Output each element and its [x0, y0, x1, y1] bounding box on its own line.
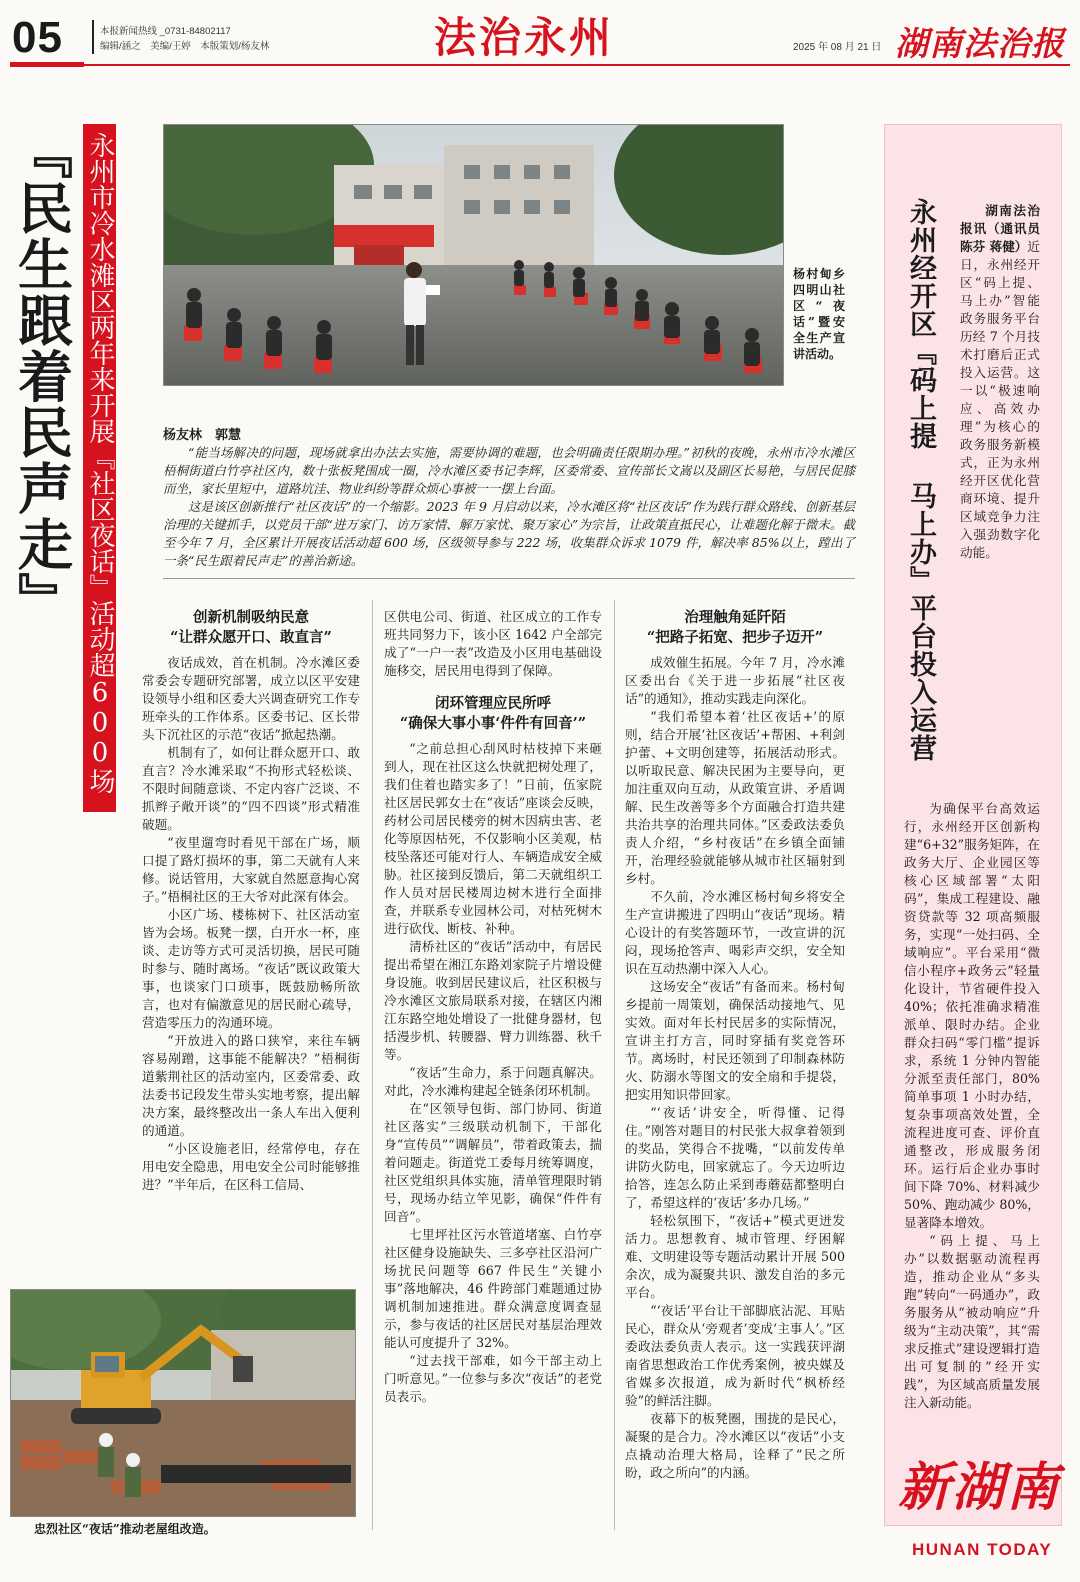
body-paragraph: 在“区领导包街、部门协同、街道社区落实”三级联动机制下，干部化身“宣传员”“调解员”，带着政策去，揣着问题走。街道党工委每月统筹调度，社区党组织具体实施，清单管理限时销号，现场办结立竿见影，确保“件件有回音”。 — [384, 1101, 602, 1224]
section-title: 法治永州 — [434, 13, 615, 62]
body-paragraph: “之前总担心刮风时枯枝掉下来砸到人，现在社区这么快就把树处理了，我们住着也踏实多了！”日前，伍家院社区居民郭女士在“夜话”座谈会反映，药材公司居民楼旁的树木因病虫害、老化等原因枯死，不仅影响小区美观，枯枝坠落还可能对行人、车辆造成安全威胁。社区接到反馈后，第二天就组织工作人员对居民楼周边树木进行全面排查，并联系专业园林公司，对枯死树木进行砍伐、断枝、补种。 — [384, 741, 602, 936]
hunan-today-logo-text: HUNAN TODAY — [912, 1540, 1053, 1559]
sidebar-paragraph: 近日，永州经开区“码上提、马上办”智能政务服务平台历经 7 个月技术打磨后正式投入运营。这一以“极速响应、高效办理”为核心的政务服务新模式，正为永州经开区优化营商环境、提升区域竞争力注入强劲数字化动能。 — [960, 239, 1040, 560]
byline: 杨友林 郭慧 — [163, 427, 242, 442]
body-paragraph: 轻松氛围下，“夜话+”模式更迸发活力。思想教育、城市管理、纾困解难、文明建设等专题活动累计开展 500 余次，成为凝聚共识、激发自治的多元平台。 — [625, 1213, 845, 1300]
photo-night-meeting-caption: 杨村甸乡四明山社区“夜话”暨安全生产宣讲活动。 — [793, 267, 845, 361]
body-paragraph: 区供电公司、街道、社区成立的工作专班共同努力下，该小区 1642 户全部完成了“一户一表”改造及小区用电基础设施移交，居民用电得到了保障。 — [384, 609, 602, 678]
article-column-3 — [625, 608, 845, 1482]
photo-renovation-illustration — [11, 1290, 355, 1516]
newspaper-masthead: 湖南法治报 — [895, 24, 1065, 63]
header-divider — [92, 20, 94, 54]
body-paragraph: “小区设施老旧，经常停电，存在用电安全隐患，用电安全公司时能够推进？”半年后，在区科工信局、 — [142, 1141, 360, 1192]
lead-paragraphs — [163, 444, 855, 570]
body-paragraph: “夜话”生命力，系于问题真解决。对此，冷水滩构建起全链条闭环机制。 — [384, 1065, 602, 1098]
body-paragraph: “‘夜话’讲安全，听得懂、记得住。”刚答对题目的村民张大叔拿着领到的奖品，笑得合不拢嘴，“以前发传单讲防火防电，回家就忘了。今天边听边拾答，连怎么防止采到毒蘑菇都整明白了，希望这样的‘夜话’多办几场。” — [625, 1105, 845, 1210]
photo-night-meeting-illustration — [164, 125, 783, 385]
column-heading-line: 闭环管理应民所呼 — [435, 695, 551, 712]
body-paragraph: 小区广场、楼栋树下、社区活动室皆为会场。板凳一摆，白开水一杯，座谈、走访等方式可灵活切换，居民可随时参与、随时离场。“夜话”既议政策大事，也谈家门口琐事，既鼓励畅所欲言，也对有偏激意见的居民耐心疏导，营造零压力的沟通环境。 — [142, 907, 360, 1030]
photo-renovation — [10, 1289, 356, 1517]
column-heading — [142, 608, 360, 648]
body-paragraph: 机制有了，如何让群众愿开口、敢直言？冷水滩采取“不拘形式轻松谈、不限时间随意谈、不定内容广泛谈、不抓辫子敞开谈”的“四不四谈”形式精准破题。 — [142, 745, 360, 832]
sidebar-paragraph: 为确保平台高效运行，永州经开区创新构建“6+32”服务矩阵，在政务大厅、企业园区等核心区域部署“太阳码”，集成工程建设、融资贷款等 32 项高频服务，实现“一处扫码、全域响应”。平台采用“微信小程序+政务云”轻量化设计，节省硬件投入 40%；依托准确求精准派单、限时办结。企业群众扫码“零门槛”提诉求，系统 1 分钟内智能分派至责任部门，80%简单事项 1 小时办结，复杂事项高效处置，全流程进度可查、评价直通整改，形成服务闭环。运行后企业办事时间下降 70%、材料减少 50%、跑动减少 80%，显著降本增效。 — [904, 801, 1040, 1230]
sidebar-dateline: 湖南法治报讯（通讯员 陈芬 蒋健） — [960, 203, 1040, 254]
editors-line: 编辑/涵之 美编/王婷 本版策划/杨友林 — [100, 41, 270, 52]
sidebar-paragraph: “码上提、马上办”以数据驱动流程再造，推动企业从“多头跑”转向“一码通办”，政务服务从“被动响应”升级为“主动决策”，其“需求反推式”建设逻辑打造出可复制的“经开实践”，为区域高质量发展注入新动能。 — [904, 1233, 1040, 1410]
body-paragraph: 夜话成效，首在机制。冷水滩区委常委会专题研究部署，成立以区平安建设领导小组和区委大兴调查研究工作专班牵头的工作体系。区委书记、区长带头下沉社区的示范“夜话”掀起热潮。 — [142, 655, 360, 742]
column-heading-line: “把路子拓宽、把步子迈开” — [646, 629, 824, 646]
column-heading-line: “让群众愿开口、敢直言” — [170, 629, 332, 646]
body-paragraph: 夜幕下的板凳圈，围拢的是民心，凝聚的是合力。冷水滩区以“夜话”小支点撬动治理大格局，诠释了“民之所盼，政之所向”的内涵。 — [625, 1411, 845, 1480]
body-paragraph: “过去找干部难，如今干部主动上门听意见。”一位参与多次“夜话”的老党员表示。 — [384, 1353, 602, 1404]
sidebar-text-lower — [904, 800, 1040, 1412]
page-number: 05 — [12, 13, 63, 62]
body-paragraph: 不久前，冷水滩区杨村甸乡将安全生产宣讲搬进了四明山“夜话”现场。精心设计的有奖答题环节，一改宣讲的沉闷，现场抢答声、喝彩声交织，安全知识在互动热潮中深入人心。 — [625, 889, 845, 976]
photo-renovation-caption: 忠烈社区“夜话”推动老屋组改造。 — [34, 1522, 216, 1536]
article-column-2 — [384, 608, 602, 1406]
main-headline: 『民生跟着民声走』 — [9, 124, 74, 628]
sidebar-headline: 永州经开区『码上提 马上办』平台投入运营 — [905, 198, 936, 762]
column-divider — [614, 600, 615, 1530]
body-paragraph: 成效催生拓展。今年 7 月，冷水滩区委出台《关于进一步拓展“社区夜话”的通知》，推动实践走向深化。 — [625, 655, 845, 706]
main-subtitle: 永州市冷水滩区两年来开展『社区夜话』活动超600场 — [85, 132, 115, 794]
lead-paragraph: “能当场解决的问题，现场就拿出办法去实施，需要协调的难题，也会明确责任限期办理。”初秋的夜晚，永州市冷水滩区梧桐街道白竹亭社区内，数十张板凳围成一圈，冷水滩区委书记李辉，区委常委、宣传部长文嵩以及副区长易艳，与居民促膝而坐，家长里短中，道路坑洼、物业纠纷等群众烦心事被一一摆上台面。 — [163, 445, 855, 496]
lead-paragraph: 这是该区创新推行“社区夜话”的一个缩影。2023 年 9 月启动以来，冷水滩区将“社区夜话”作为践行群众路线、创新基层治理的关键抓手，以党员干部“进万家门、访万家情、解万家忧、聚万家心”为宗旨，让政策直抵民心，让难题化解于微末。截至今年 7 月，全区累计开展夜话活动超 600 场，区级领导参与 222 场，收集群众诉求 1079 件，解决率 85%以上，蹚出了一条“民生跟着民声走”的善治新途。 — [163, 499, 855, 568]
xinhunan-logo: 新湖南 — [898, 1457, 1061, 1518]
body-paragraph: “开放进入的路口狭窄，来往车辆容易剐蹭，这事能不能解决？”梧桐街道紫荆社区的活动室内，区委常委、政法委书记段发生带头实地考察，提出解决方案，最终整改出一条人车出入便利的通道。 — [142, 1033, 360, 1138]
body-paragraph: 这场安全“夜话”有备而来。杨村甸乡提前一周策划，确保活动接地气、见实效。面对年长村民居多的实际情况，宣讲主打方言，同时穿插有奖竞答环节。离场时，村民还领到了印制森林防火、防溺水等图文的安全扇和手提袋，把实用知识带回家。 — [625, 979, 845, 1102]
photo-night-meeting — [163, 124, 784, 386]
column-heading-line: 创新机制吸纳民意 — [193, 609, 309, 626]
column-heading-line: 治理触角延阡陌 — [684, 609, 786, 626]
column-divider — [372, 600, 373, 1530]
column-heading — [384, 694, 602, 734]
body-paragraph: 七里坪社区污水管道堵塞、白竹亭社区健身设施缺失、三多亭社区沿河广场扰民问题等 667 件民生“关键小事”落地解决，46 件跨部门难题通过协调机制加速推进。群众满意度调查显示，参与夜话的社区居民对基层治理效能认可度提升了 32%。 — [384, 1227, 602, 1350]
issue-date: 2025 年 08 月 21 日 — [793, 42, 882, 53]
column-heading — [625, 608, 845, 648]
header-rule — [10, 64, 1070, 66]
body-paragraph: “夜里遛弯时看见干部在广场，顺口提了路灯损坏的事，第二天就有人来修。说话管用，大家就自然愿意掏心窝子。”梧桐社区的王大爷对此深有体会。 — [142, 835, 360, 904]
body-paragraph: “我们希望本着‘社区夜话+’的原则，结合开展‘社区夜话’+帮困、+利剑护蕾、+文明创建等，拓展活动形式。以听取民意、解决民困为主要导向，更加注重双向互动，从政策宣讲、矛盾调解、民生改善等多个方面融合打造共建共治共享的治理共同体。”区委政法委负责人介绍，“乡村夜话”在乡镇全面铺开，治理经验就能够从城市社区辐射到乡村。 — [625, 709, 845, 886]
sidebar-text-upper — [960, 202, 1040, 562]
body-paragraph: “‘夜话’平台让干部脚底沾泥、耳贴民心，群众从‘旁观者’变成‘主事人’。”区委政法委负责人表示。这一实践获评湖南省思想政治工作优秀案例，被央媒及省媒多次报道，成为新时代“枫桥经验”的鲜活注脚。 — [625, 1303, 845, 1408]
body-paragraph: 清桥社区的“夜话”活动中，有居民提出希望在湘江东路刘家院子片增设健身设施。收到居民建议后，社区积极与冷水滩区文旅局联系对接，在辖区内湘江东路空地处增设了一批健身器材，包括漫步机、转腰器、臂力训练器、秋千等。 — [384, 939, 602, 1062]
article-column-1 — [142, 608, 360, 1194]
column-heading-line: “确保大事小事‘件件有回音’” — [399, 715, 587, 732]
header-rule-accent — [10, 62, 84, 67]
lead-divider — [163, 578, 855, 579]
news-hotline: 本报新闻热线 _0731-84802117 — [100, 26, 231, 37]
